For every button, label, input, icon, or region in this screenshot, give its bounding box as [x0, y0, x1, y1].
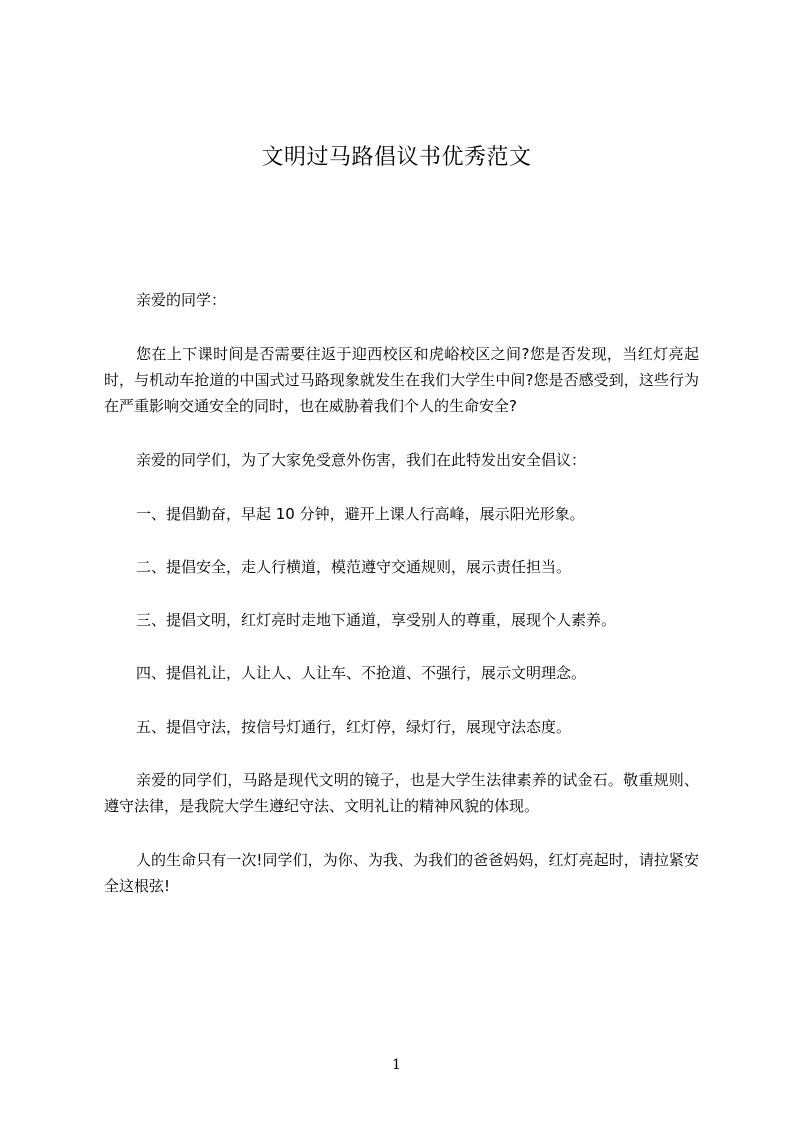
proposal-item-3: 三、提倡文明，红灯亮时走地下通道，享受别人的尊重，展现个人素养。	[136, 611, 617, 629]
document-title: 文明过马路倡议书优秀范文	[261, 145, 532, 170]
mirror-paragraph: 亲爱的同学们，马路是现代文明的镜子，也是大学生法律素养的试金石。敬重规则、遵守法律，是我院大学生遵纪守法、文明礼让的精神风貌的体现。	[104, 771, 699, 815]
intro-paragraph: 您在上下课时间是否需要往返于迎西校区和虎峪校区之间?您是否发现，当红灯亮起时，与机动车抢道的中国式过马路现象就发生在我们大学生中间?您是否感受到，这些行为在严重影响交通安全的同时，也在威胁着我们个人的生命安全?	[104, 345, 699, 415]
page-number: 1	[392, 1057, 401, 1073]
proposal-item-1: 一、提倡勤奋，早起 10 分钟，避开上课人行高峰，展示阳光形象。	[136, 505, 585, 523]
proposal-item-4: 四、提倡礼让，人让人、人让车、不抢道、不强行，展示文明理念。	[136, 664, 587, 682]
proposal-item-2: 二、提倡安全，走人行横道，模范遵守交通规则，展示责任担当。	[136, 558, 572, 576]
proposal-item-5: 五、提倡守法，按信号灯通行，红灯停，绿灯行，展现守法态度。	[136, 718, 572, 736]
salutation-paragraph: 亲爱的同学：	[136, 291, 227, 309]
closing-paragraph: 人的生命只有一次!同学们，为你、为我、为我们的爸爸妈妈，红灯亮起时，请拉紧安全这根弦!	[104, 851, 699, 895]
call-paragraph: 亲爱的同学们，为了大家免受意外伤害，我们在此特发出安全倡议：	[136, 451, 587, 469]
